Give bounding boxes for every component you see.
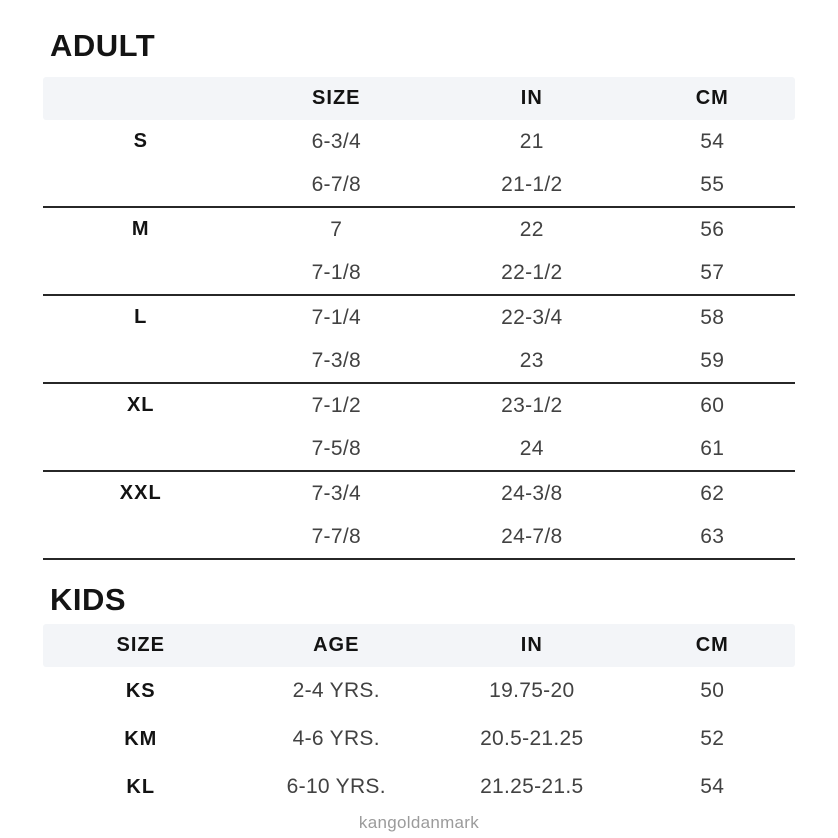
size-label: S: [133, 130, 148, 152]
cm-value: 56: [700, 217, 725, 241]
content-wrap: [43, 0, 795, 833]
kids-table-body: [43, 667, 795, 811]
adult-section-title: ADULT: [50, 28, 156, 63]
adult-header-size: SIZE: [312, 87, 361, 109]
age-value: 6-10 YRS.: [286, 775, 386, 798]
size-label: L: [134, 306, 148, 328]
table-row: [43, 339, 795, 382]
in-value: 24-3/8: [501, 481, 563, 505]
table-row: [43, 763, 795, 811]
kids-section-title: KIDS: [50, 582, 127, 617]
size-label: KS: [125, 679, 156, 702]
kids-header-age: AGE: [313, 634, 360, 656]
size-label: KM: [124, 727, 158, 750]
group-divider: [43, 558, 795, 560]
in-value: 23-1/2: [501, 393, 563, 417]
adult-section: [43, 27, 795, 560]
table-row: [43, 667, 795, 715]
table-row: [43, 251, 795, 294]
table-row: [43, 427, 795, 470]
in-value: 24-7/8: [501, 524, 563, 548]
in-value: 22-1/2: [501, 260, 563, 284]
age-value: 2-4 YRS.: [292, 679, 380, 702]
cm-value: 62: [700, 481, 725, 505]
size-label: XL: [126, 394, 155, 416]
size-value: 7-1/2: [311, 393, 361, 417]
adult-table-body: [43, 120, 795, 560]
cm-value: 52: [700, 727, 725, 750]
size-label: XXL: [119, 482, 162, 504]
size-value: 7-1/8: [311, 260, 361, 284]
size-label: KL: [126, 775, 156, 798]
in-value: 24: [519, 436, 544, 460]
size-value: 7-5/8: [311, 436, 361, 460]
kids-header-cm: CM: [695, 634, 729, 656]
size-value: 7: [330, 217, 343, 241]
cm-value: 57: [700, 260, 725, 284]
cm-value: 60: [700, 393, 725, 417]
kids-header-in: IN: [520, 634, 543, 656]
size-value: 7-7/8: [311, 524, 361, 548]
size-value: 7-1/4: [311, 305, 361, 329]
table-row: [43, 296, 795, 339]
cm-value: 58: [700, 305, 725, 329]
kids-section: [43, 581, 795, 811]
cm-value: 54: [700, 775, 725, 798]
in-value: 22-3/4: [501, 305, 563, 329]
kids-table-header-row: [43, 624, 795, 667]
in-value: 21-1/2: [501, 172, 563, 196]
table-row: [43, 715, 795, 763]
adult-table-header-row: [43, 77, 795, 120]
size-value: 7-3/8: [311, 348, 361, 372]
cm-value: 55: [700, 172, 725, 196]
kids-header-size: SIZE: [116, 634, 165, 656]
size-value: 7-3/4: [311, 481, 361, 505]
age-value: 4-6 YRS.: [292, 727, 380, 750]
size-value: 6-3/4: [311, 129, 361, 153]
table-row: [43, 472, 795, 515]
cm-value: 63: [700, 524, 725, 548]
adult-header-cm: CM: [695, 87, 729, 109]
cm-value: 59: [700, 348, 725, 372]
in-value: 22: [519, 217, 544, 241]
table-row: [43, 384, 795, 427]
size-value: 6-7/8: [311, 172, 361, 196]
in-value: 23: [519, 348, 544, 372]
table-row: [43, 515, 795, 558]
watermark-text: kangoldanmark: [358, 813, 480, 832]
in-value: 21: [519, 129, 544, 153]
size-label: M: [131, 218, 150, 240]
table-row: [43, 120, 795, 163]
in-value: 21.25-21.5: [480, 775, 584, 798]
in-value: 19.75-20: [489, 679, 575, 702]
table-row: [43, 208, 795, 251]
cm-value: 54: [700, 129, 725, 153]
adult-header-in: IN: [520, 87, 543, 109]
table-row: [43, 163, 795, 206]
cm-value: 61: [700, 436, 725, 460]
in-value: 20.5-21.25: [480, 727, 584, 750]
cm-value: 50: [700, 679, 725, 702]
